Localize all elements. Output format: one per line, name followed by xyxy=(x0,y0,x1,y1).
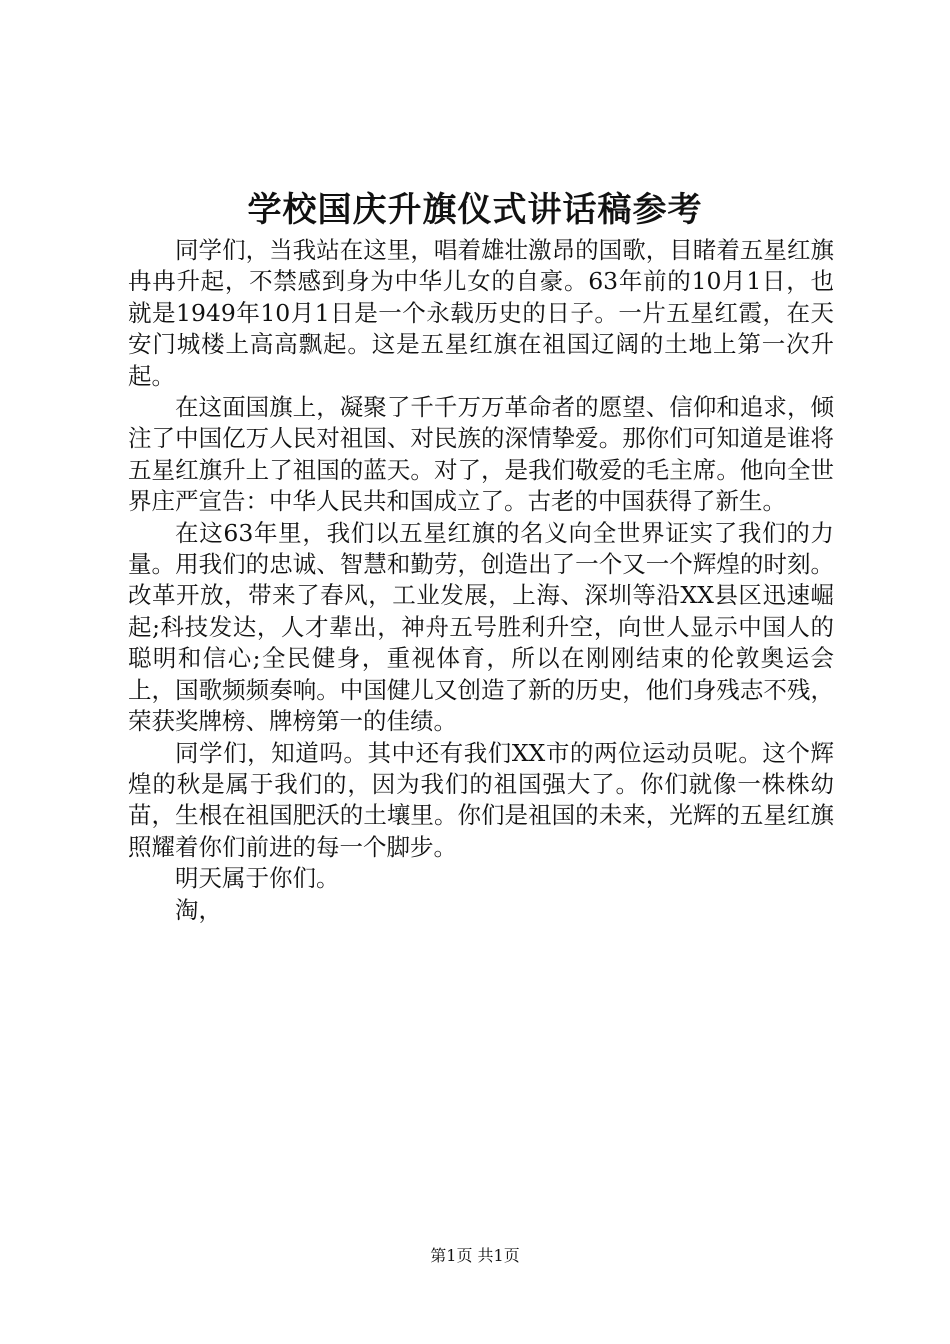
paragraph-1: 同学们，当我站在这里，唱着雄壮激昂的国歌，目睹着五星红旗冉冉升起，不禁感到身为中华儿女的自豪。63年前的10月1日，也就是1949年10月1日是一个永载历史的日子。一片五星红霞，在天安门城楼上高高飘起。这是五星红旗在祖国辽阔的土地上第一次升起。 xyxy=(128,236,834,390)
paragraph-2: 在这面国旗上，凝聚了千千万万革命者的愿望、信仰和追求，倾注了中国亿万人民对祖国、对民族的深情挚爱。那你们可知道是谁将五星红旗升上了祖国的蓝天。对了，是我们敬爱的毛主席。他向全世界庄严宣告：中华人民共和国成立了。古老的中国获得了新生。 xyxy=(128,393,834,516)
paragraph-6: 淘， xyxy=(175,895,222,924)
paragraph-5: 明天属于你们。 xyxy=(175,864,340,893)
page-number-footer: 第1页 共1页 xyxy=(430,1246,520,1265)
document-title: 学校国庆升旗仪式讲话稿参考 xyxy=(247,190,703,230)
document-body xyxy=(128,235,834,926)
paragraph-4: 同学们，知道吗。其中还有我们XX市的两位运动员呢。这个辉煌的秋是属于我们的，因为我们的祖国强大了。你们就像一株株幼苗，生根在祖国肥沃的土壤里。你们是祖国的未来，光辉的五星红旗照耀着你们前进的每一个脚步。 xyxy=(128,738,834,861)
paragraph-3: 在这63年里，我们以五星红旗的名义向全世界证实了我们的力量。用我们的忠诚、智慧和勤劳，创造出了一个又一个辉煌的时刻。改革开放，带来了春风，工业发展，上海、深圳等沿XX县区迅速崛起;科技发达，人才辈出，神舟五号胜利升空，向世人显示中国人的聪明和信心;全民健身，重视体育，所以在刚刚结束的伦敦奥运会上，国歌频频奏响。中国健儿又创造了新的历史，他们身残志不残，荣获奖牌榜、牌榜第一的佳绩。 xyxy=(128,518,834,736)
